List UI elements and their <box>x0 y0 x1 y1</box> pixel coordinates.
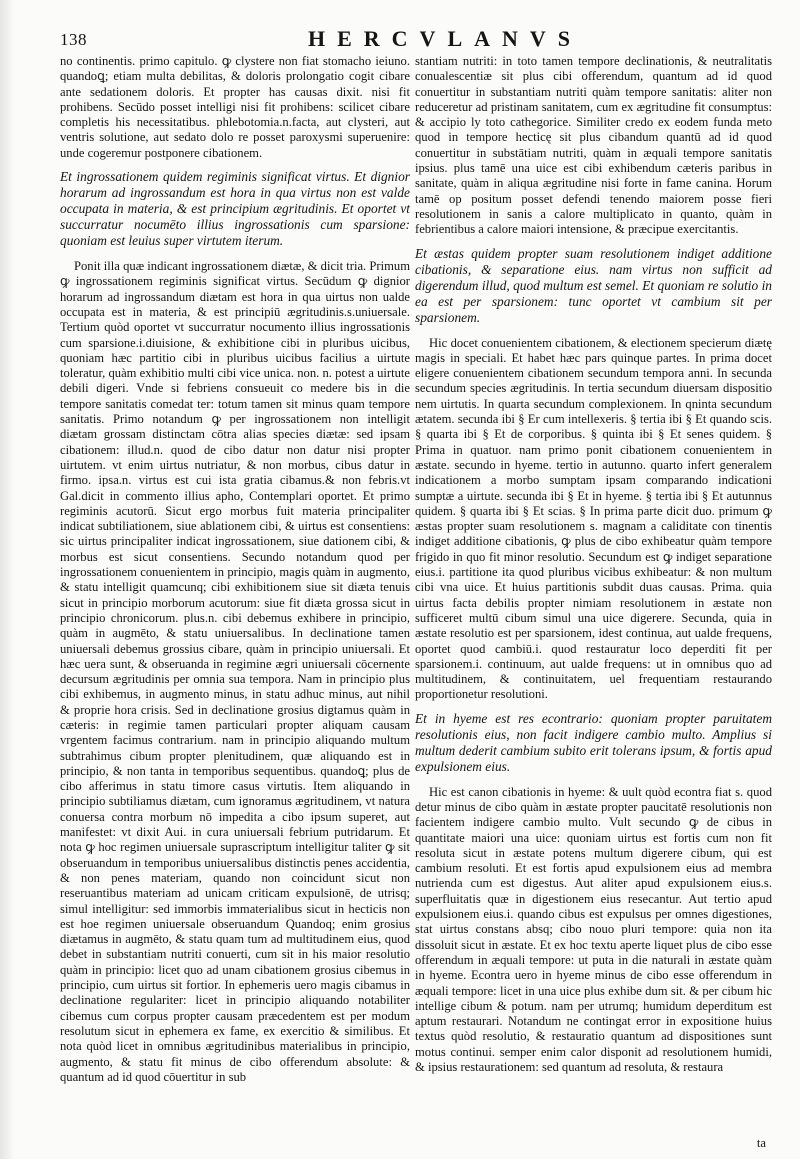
page-binding-shadow <box>0 0 14 1159</box>
running-head: HERCVLANVS <box>308 26 583 51</box>
aphorism-paragraph: Et æstas quidem propter suam resolutionem indiget additione cibationis, & separatione eius. nam virtus non sufficit ad digerendum illud, quod multum est semel. Et quoniam re solutio in ea est per sparsionem: tunc oportet vt cambium sit per sparsionem. <box>415 245 772 325</box>
commentary-paragraph: Hic docet conuenientem cibationem, & electionem specierum diætę magis in speciali. Et habet hæc pars quinque partes. In prima docet eligere conuenientem cibationem secundum tempora anni. In secunda secundum species ægritudinis. In tertia secundum diuersam dispositio nem uirtutis. In quarta secundum complexionem. In qninta secundum ætatem. secunda ibi § Er cum intellexeris. § tertia ibi § Et quando scis. § quarta ibi § Et de corporibus. § quinta ibi § Et senes quidem. § Prima in quatuor. nam primo ponit cibationem conuenientem in æstate. secundo in hyeme. tertio in autunno. quarto infert generalem indicationem a morbo sumptam ipsam comparando indicationi sumptæ a uirtute. secunda ibi § Et in hyeme. § tertia ibi § Et autunnus quidem. § quarta ibi § Et scias. § In prima parte dicit duo. primum ꝙ æstas propter suam resolutionem s. magnam a caliditate con tinentis indiget additione cibationis, ꝙ plus de cibo exhibeatur quàm tempore frigido in quo fit minor resolutio. Secundum est ꝙ indiget separatione eius.i. partitione ita quod pluribus vicibus exhibeatur: & non multum cibi vna uice. Et huius partitionis subdit duas causas. Prima. quia uirtus facta debilis propter nimiam resolutionem in æstate non sufficeret multū cibum simul una uice digerere. Secunda, quia in æstate resolutio est per sparsionem, idest continua, aut ualde frequens, oportet quod cambiū.i. quod restauratur loco deperditi fit per sparsionem.i. continuum, aut ualde frequens: ut in omnibus quo ad multitudinem, & continuitatem, uel frequentiam restaurando proportionetur resolutioni. <box>415 335 772 702</box>
commentary-paragraph: Hic est canon cibationis in hyeme: & uult quòd econtra fiat s. quod detur minus de cibo quàm in æstate propter paucitatē resolutionis non facientem indigere cambio multo. Vult secundo ꝙ de cibus in quantitate maiori una uice: quoniam uirtus est fortis cum non fit resoluta sicut in æstate potens multum digerere cibum, qui est cambium resoluti. Et est fortis apud expulsionem eius ad membra nutrienda cum est digestus. Aut aliter apud expulsionem eius.s. superfluitatis quæ in digestionem eius resecantur. Aut tertio apud expulsionem eius.i. quando cibus est expulsus per omnes digestiones, stat uirtus constans absq; cibo nouo pluri tempore: quia non ita dissoluit sicut in æstate. Et ex hoc textu aperte liquet plus de cibo esse offerendum in æquali tempore: ut puta in die naturali in æstate quàm in hyeme. Econtra uero in hyeme minus de cibo esse offerendum in æquali tempore: licet in una uice plus exhibe dum sit. & per cibum hic intellige cibum & potum. nam per utrumq; humidum deperditum est aptum restaurari. Notandum ne contingat error in expositione huius textus quòd resolutio, & restauratio quantum ad dispositiones sunt motus continui. semper enim calor disponit ad resolutionem humidi, & ipsius restaurationem: sed quantum ad resoluta, & restaura <box>415 784 772 1075</box>
page-number: 138 <box>60 30 87 49</box>
aphorism-paragraph: Et in hyeme est res econtrario: quoniam propter paruitatem resolutionis eius, non facit indigere cambio multo. Amplius si multum dederit cambium subito erit tolerans ipsum, & fortis apud expulsionem eius. <box>415 710 772 774</box>
right-column <box>415 54 772 1075</box>
aphorism-paragraph: Et ingrossationem quidem regiminis significat virtus. Et dignior horarum ad ingrossandum est hora in qua virtus non est valde occupata in materia, & est principium ægritudinis. Et oportet vt succurratur nocumēto illius ingrossationis cum sparsione: quoniam est leuius super virtutem iterum. <box>60 169 410 249</box>
commentary-paragraph: no continentis. primo capitulo. ꝙ clystere non fiat stomacho ieiuno. quandoꝗ; etiam multa debilitas, & doloris prolongatio cogit cibare ante sedationem doloris. Et propter has causas dixit. nisi fit prohibens. Secūdo posset intelligi nisi fit prohibens: scilicet cibare completis his necessitatibus. phlebotomia.n.facta, aut clysteri, aut ventris solutione, aut sedato dolo re posset paroxysmi superuenire: unde cogeremur postponere cibationem. <box>60 54 410 160</box>
catchword: ta <box>756 1136 766 1150</box>
commentary-paragraph: stantiam nutriti: in toto tamen tempore declinationis, & neutralitatis conualescentiæ sit plus cibi offerendum, quantum ad id quod conuertitur in substantiam nutriti quàm tempore sanitatis: aliter non reduceretur ad pristinam sanitatem, cum ex ægritudine fit consumptus: & accipio ly toto cathegorice. Similiter credo ex eodem funda meto quod in tempore hecticę sit plus cibandum quantū ad id quod conuertitur in substātiam nutriti, quàm in æquali tempore sanitatis ipsius. plus tamē una uice est cibi exhibendum cæteris paribus in sanitate, quàm in aliqua ægritudine nisi forte in fame canina. Horum tamē op positum posset defendi tenendo maiorem posse fieri resolutionem in sanis a calore multiplicato in quanto, quàm in febrientibus a calore maiori intensione, & præcipue exercitantis. <box>415 54 772 237</box>
page-header <box>60 28 780 54</box>
left-column <box>60 54 410 1085</box>
commentary-paragraph: Ponit illa quæ indicant ingrossationem diætæ, & dicit tria. Primum ꝙ ingrossationem regiminis significat virtus. Secūdum ꝙ dignior horarum ad ingrossandum diætam est hora in qua uirtus non ualde occupata est in materia, & est principiū ægritudinis.s.uniuersale. Tertium quòd oportet vt succurratur nocumento illius ingrossationis cum sparsione.i.diuisione, & exhibitione cibi in pluribus uicibus, quoniam hæc partitio cibi in pluribus uicibus facilius a uirtute toleratur, quàm exhibitio multi cibi vice unica. non. n. potest a uirtute debili digeri. Vnde si febriens consueuit co medere bis in die tempore sanitatis comedat ter: totum tamen sit minus quam tempore sanitatis. Primo notandum ꝙ per ingrossationem non intelligit diætam grossam distinctam cōtra alias species diætæ: sed ipsam cibationem: illud.n. quod de cibo datur non datur nisi propter uirtutem. vt enim uirtus nutriatur, & non morbus, cibus datur in firmo. ipsa.n. virtus est cui ista gratia cibamus.& non febris.vt Gal.dicit in commento illius apho, Contemplari oportet. Et primo regiminis acutorū. Sicut ergo morbus fuit materia principaliter indicat subtiliationem, siue ablationem cibi, & uirtus est consentiens: sic uirtus principaliter indicat ingrossationem, siue dationem cibi, & morbus est sicut consentiens. Secundo notandum quod per ingrossationem conuenientem in principio, magis quàm in augmento, & statu intelligit quamcunq; cibi exhibitionem siue sit diæta tenuis sicut in principio morborum acutorum: siue fit diæta grossa sicut in principio chronicorum. plus.n. cibi debemus exhibere in principio, quàm in augmēto, & statu uniuersalibus. In declinatione tamen uniuersali debemus grossius cibare, quàm in principio uniuersali. Et hæc uera sunt, & obseruanda in regimine ægri uniuersali cōcernente decursum ægritudinis per omnia sua tempora. Nam in principio plus cibi exhibemus, in augmento minus, in statu adhuc minus, aut nihil & proprie hora crisis. Sed in declinatione grosius digtamus quàm in cæteris: in regimie tamen particulari propter aliquam causam vrgentem facimus contrarium. nam in principio aliquando multum subtrahimus cibum propter plenitudinem, quæ aliquando est in principio, & non tanta in temporibus sequentibus. quandoꝗ; plus de cibo afferimus in statu timore casus virtutis. Item aliquando in principio subtiliamus diætam, cum ignoramus ægritudinem, vt natura conuersa contra morbum nō impedita a cibo ipsum superet, aut manifestet: vt dixit Aui. in cura uniuersali febrium putridarum. Et nota ꝙ hoc regimen uniuersale suprascriptum intelligitur taliter ꝙ sit obseruandum in temporibus uniuersalibus distinctis penes accidentia, & non penes materiam, quando non coincidunt sicut non reseruantibus materiam ad unicam criticam expulsionē, de utrisq; simul intelligitur: sed immorbis immaterialibus sicut in hecticis non est hoe regimen uniuersale obseruandum Quandoq; enim grosius diætamus in augmēto, & statu quam tum ad multitudinem eius, quod debet in substantiam nutriti conuerti, cum sit in his maior resolutio quàm in principio: licet quo ad unam cibationem grosius cibemus in principio, cum uirtus sit fortior. In ephemeris uero magis cibamus in declinatione regulariter: licet in principio aliquando notabiliter cibemus cum corpus propter causam præcedentem est per modum resolutum sicut in ephemera ex fame, ex exercitio & similibus. Et nota quòd licet in omnibus ægritudinibus materialibus in principio, augmento, & statu fit minus de cibo offerendum absolute: & quantum ad id quod cōuertitur in sub <box>60 259 410 1084</box>
